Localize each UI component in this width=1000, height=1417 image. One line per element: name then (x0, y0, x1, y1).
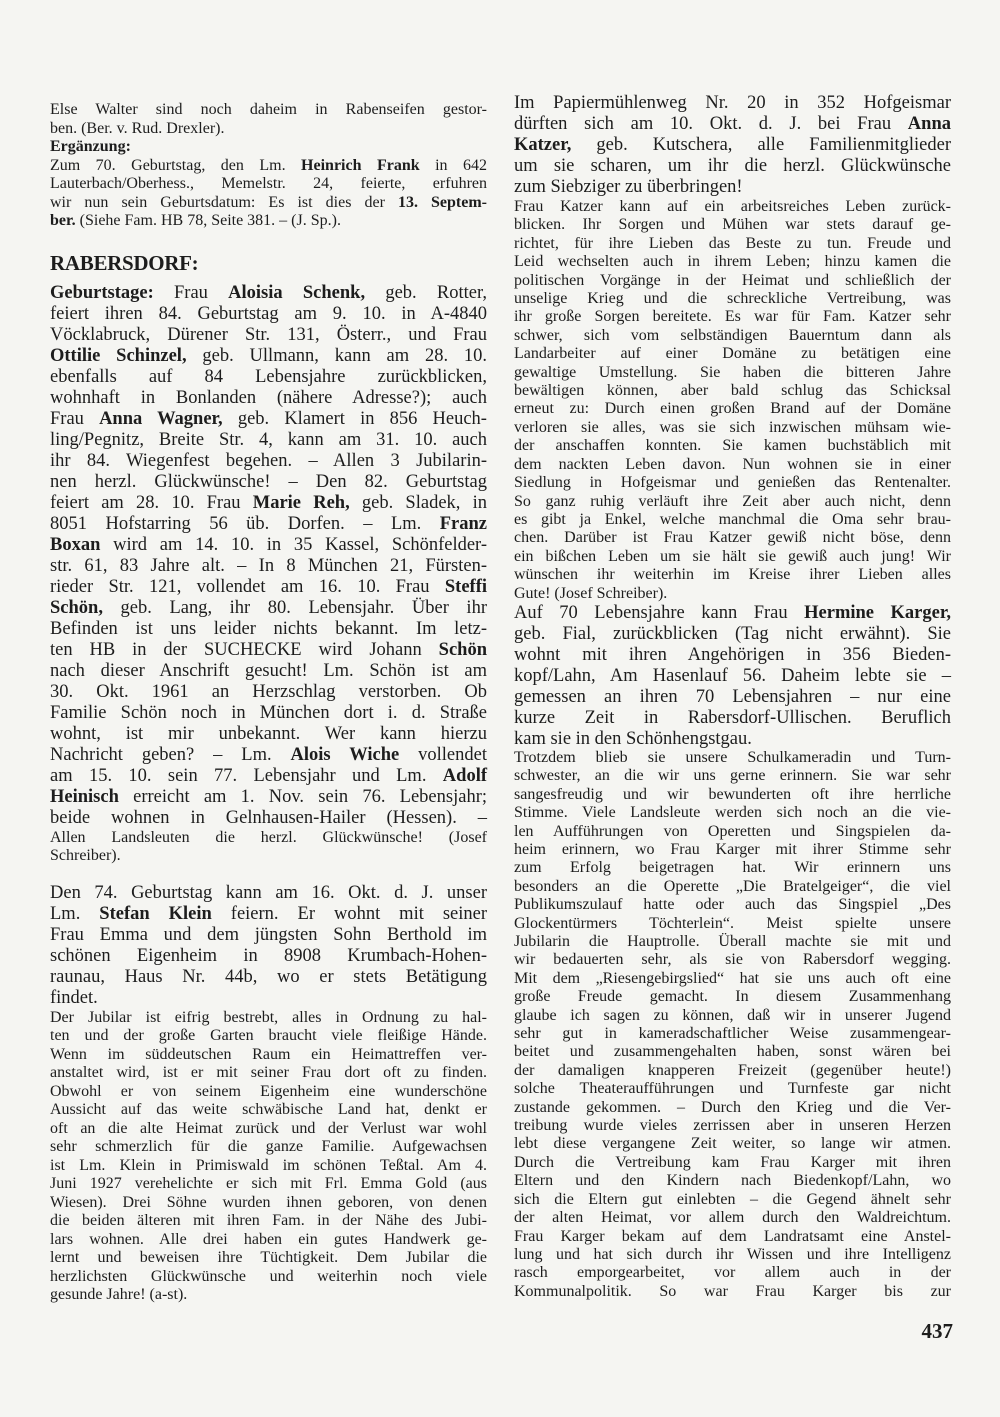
text-run: ein bißchen Leben um sie hält sie gewiß auch jung! Wir (514, 547, 951, 565)
karger-body-paragraph (514, 749, 951, 1301)
text-run: Wenn im süddeutschen Raum ein Heimattreffen ver- (50, 1045, 487, 1063)
text-line (514, 474, 951, 492)
text-line (50, 175, 487, 194)
text-run: wir bedauerten sehr, als sie von Rabersdorf wegging. (514, 951, 951, 969)
text-run: ten und der große Garten braucht viele fleißige Hände. (50, 1027, 487, 1044)
text-line (514, 177, 951, 198)
text-line (50, 138, 487, 157)
text-line (50, 346, 487, 367)
text-run: Obwohl er von seinem Eigenheim eine wunderschöne (50, 1082, 487, 1100)
text-run: kam sie in den Schönhengstgau. (514, 728, 752, 749)
text-line (50, 808, 487, 829)
text-run: solche Theateraufführungen und Turnfeste gar nicht (514, 1080, 951, 1098)
text-line (514, 529, 951, 547)
text-line (50, 157, 487, 176)
text-line (514, 345, 951, 363)
text-line (514, 687, 951, 708)
text-line (50, 212, 487, 231)
text-run: 8051 Hofstarring 56 üb. Dorfen. – Lm. (50, 513, 440, 534)
bold-name: Stefan Klein (99, 903, 212, 924)
text-line (514, 603, 951, 624)
text-run: wird am 14. 10. in 35 Kassel, Schönfelder- (100, 534, 487, 555)
text-line (50, 120, 487, 139)
text-run: es gibt ja Enkel, welche manchmal die Oma sehr brau- (514, 510, 951, 528)
katzer-lead-paragraph (514, 93, 951, 198)
text-line (50, 367, 487, 388)
text-run: wünschen ihr weiterhin im Kreise ihrer Lieben alles (514, 566, 951, 584)
text-line (514, 364, 951, 382)
text-line (50, 883, 487, 904)
text-run: lebt diese vergangene Zeit weiter, so lange wir atmen. (514, 1135, 951, 1153)
text-run: So ganz ruhig verläuft ihre Zeit aber auch nicht, denn (514, 492, 951, 510)
text-run: Gute! (Josef Schreiber). (514, 584, 668, 602)
text-line (514, 1117, 951, 1135)
text-run: Frau (153, 282, 229, 303)
text-line (50, 251, 487, 275)
text-run: der anschaffen konnten. Sie kamen buchstäblich mit (514, 437, 951, 455)
bold-name: 13. Septem- (397, 193, 488, 211)
text-line (514, 548, 951, 566)
text-run: ihr große Sorgen bereitete. Es war für Fam. Katzer sehr (514, 308, 951, 326)
text-run: Stimme. Viele Landsleute werden sich noch an die vie- (514, 804, 951, 822)
text-line (50, 925, 487, 946)
text-run: oft an die alte Heimat zurück und der Verlust war wohl (50, 1119, 487, 1137)
text-run: bewältigen können, aber bald schlug das Schicksal (514, 382, 951, 400)
text-line (50, 325, 487, 346)
bold-name: Schön, (50, 597, 103, 618)
text-line (50, 472, 487, 493)
text-line (514, 1228, 951, 1246)
text-run: glaube ich sagen zu können, daß wir in unserer Jugend (514, 1006, 951, 1024)
text-run: verloren sie alles, was sie sich inzwischen mühsam wie- (514, 418, 951, 436)
text-run: erneut zu: Durch einen großen Brand auf der Domäne (514, 400, 951, 418)
bold-name: Katzer, (514, 135, 572, 155)
text-line (50, 1157, 487, 1176)
bold-name: Marie Reh, (252, 492, 350, 513)
text-line (50, 1175, 487, 1194)
text-run: ihr 84. Wiegenfest begehen. – Allen 3 Jubilarin- (50, 450, 487, 471)
text-line (50, 1286, 487, 1305)
text-run: gewaltige Umstellung. Sie haben die bitteren Jahre (514, 363, 951, 381)
text-line (514, 1043, 951, 1061)
text-line (50, 194, 487, 213)
text-line (50, 640, 487, 661)
text-line (50, 1120, 487, 1139)
text-run: rieder Str. 121, vollendet am 16. 10. Frau (50, 576, 445, 597)
text-line (514, 1172, 951, 1190)
text-run: geb. Sladek, in (349, 492, 487, 513)
text-run: Im Papiermühlenweg Nr. 20 in 352 Hofgeismar (514, 93, 951, 113)
text-run: um sie scharen, um ihr die herzl. Glückwünsche (514, 156, 951, 176)
text-line (514, 624, 951, 645)
bold-name: Aloisia Schenk, (228, 282, 366, 303)
text-run: raunau, Haus Nr. 44b, wo er stets Betätigung (50, 966, 487, 987)
text-line (50, 847, 487, 866)
text-line (514, 841, 951, 859)
text-run: schwer, sich vom selbständigen Bauerntum dann als (514, 326, 951, 344)
text-run: Leid wechselten auch in ihrem Leben; hinzu kamen die (514, 253, 951, 271)
text-line (514, 93, 951, 114)
text-run: lars wohnen. Alle drei haben ein gutes Handwerk ge- (50, 1230, 487, 1248)
bold-name: Boxan (50, 534, 101, 555)
text-run: sich die Eltern gut einlebten – die Gegend ähnelt sehr (514, 1190, 951, 1208)
text-run: 30. Okt. 1961 an Herzschlag verstorben. Ob (50, 681, 487, 702)
text-run: Allen Landsleuten die herzl. Glückwünsche! (Josef (50, 828, 487, 846)
text-line (50, 430, 487, 451)
page-number: 437 (921, 1319, 953, 1343)
text-line (514, 216, 951, 234)
text-line (50, 1231, 487, 1250)
text-line (50, 304, 487, 325)
text-run: dürften sich am 10. Okt. d. J. bei Frau (514, 114, 908, 134)
text-run: sangesfreudig und wir bewunderten oft ihre herrliche (514, 785, 951, 803)
text-run: Frau Karger bekam auf dem Landratsamt eine Anstel- (514, 1227, 951, 1245)
text-run: ten HB in der SUCHECKE wird Johann (50, 639, 439, 660)
text-line (50, 577, 487, 598)
text-run: zustande gekommen. – Durch den Krieg und die Ver- (514, 1098, 951, 1116)
text-run: beitet und zusammengehalten haben, sonst wären bei (514, 1043, 951, 1061)
text-run: geb. Rotter, (365, 282, 488, 303)
text-run: Wiesen). Drei Söhne wurden ihnen geboren, von denen (50, 1193, 487, 1211)
text-line (514, 566, 951, 584)
text-run: dem nackten Leben davon. Nun wohnen sie in einer (514, 455, 951, 473)
text-run: geb. Klamert in 856 Heuch- (222, 408, 487, 429)
text-run: kurze Zeit in Rabersdorf-Ullischen. Beruflich (514, 707, 951, 728)
text-line (50, 409, 487, 430)
text-run: Kommunalpolitik. So war Frau Karger bis zur (514, 1282, 951, 1300)
text-run: Der Jubilar ist eifrig bestrebt, alles in Ordnung zu hal- (50, 1008, 487, 1026)
text-line (50, 619, 487, 640)
text-line (514, 767, 951, 785)
text-run: geb. Fial, zurückblicken (Tag nicht erwähnt). Sie (514, 623, 951, 644)
text-run: Nachricht geben? – Lm. (50, 744, 291, 765)
text-line (514, 382, 951, 400)
text-run: Vöcklabruck, Dürener Str. 131, Österr., und Frau (50, 324, 487, 345)
text-run: wir nun sein Geburtsdatum: Es ist dies der (50, 193, 398, 211)
supplement-label (50, 138, 487, 157)
text-line (514, 198, 951, 216)
text-run: chen. Darüber ist Frau Katzer gewiß nicht böse, denn (514, 529, 951, 547)
text-run: Publikumszulauf hatte oder auch das Singspiel „Des (514, 896, 951, 914)
text-run: Auf 70 Lebensjahre kann Frau (514, 602, 805, 623)
text-run: feiert ihren 84. Geburtstag am 9. 10. in A-4840 (50, 303, 487, 324)
text-run: Zum 70. Geburtstag, den Lm. (50, 156, 302, 174)
text-line (50, 598, 487, 619)
text-run: feiern. Er wohnt mit seiner (211, 903, 488, 924)
text-run: str. 61, 83 Jahre alt. – In 8 München 21, Fürsten- (50, 555, 487, 576)
text-line (50, 1249, 487, 1268)
text-line (514, 896, 951, 914)
text-line (514, 400, 951, 418)
text-line (50, 535, 487, 556)
text-line (50, 451, 487, 472)
text-run: rasch emporgearbeitet, vor allem auch in der (514, 1264, 951, 1282)
text-run: Durch die Vertreibung kam Frau Karger mit ihren (514, 1153, 951, 1171)
right-column (514, 93, 951, 1301)
text-run: vollendet (399, 744, 487, 765)
text-line (514, 804, 951, 822)
text-line (514, 1007, 951, 1025)
birthdays-closing (50, 829, 487, 866)
birthdays-paragraph (50, 283, 487, 829)
text-line (50, 1064, 487, 1083)
text-line (50, 493, 487, 514)
text-line (50, 514, 487, 535)
bold-name: ber. (50, 212, 76, 229)
text-run: politischen Vorgänge in der Heimat und schließlich der (514, 271, 951, 289)
text-line (514, 156, 951, 177)
text-line (50, 967, 487, 988)
text-line (514, 1154, 951, 1172)
text-run: schönen Eigenheim in 8908 Krumbach-Hohen- (50, 945, 487, 966)
text-line (514, 327, 951, 345)
text-run: Frau Emma und dem jüngsten Sohn Berthold im (50, 924, 487, 945)
text-line (514, 933, 951, 951)
klein-lead-paragraph (50, 883, 487, 1009)
text-line (50, 388, 487, 409)
text-run: geb. Lang, ihr 80. Lebensjahr. Über ihr (102, 597, 487, 618)
text-line (514, 308, 951, 326)
text-run: Lm. (50, 903, 100, 924)
bold-name: Alois Wiche (290, 744, 400, 765)
bold-name: Adolf (442, 765, 487, 786)
text-run: Lauterbach/Oberhess., Memelstr. 24, feierte, erfuhren (50, 175, 487, 192)
text-run: (Siehe Fam. HB 78, Seite 381. – (J. Sp.). (75, 212, 341, 229)
text-line (514, 786, 951, 804)
text-line (514, 666, 951, 687)
text-run: Schreiber). (50, 847, 121, 864)
text-run: Den 74. Geburtstag kann am 16. Okt. d. J. unser (50, 882, 487, 903)
katzer-body-paragraph (514, 198, 951, 603)
text-run: richtet, für ihre Lieben das Beste zu tun. Freude und (514, 234, 951, 252)
text-run: Landarbeiter auf einer Domäne zu betätigen eine (514, 345, 951, 363)
text-run: treibung wurde vieles zerrissen aber in unseren Herzen (514, 1117, 951, 1135)
text-run: nen herzl. Glückwünsche! – Den 82. Geburtstag (50, 471, 487, 492)
text-run: Familie Schön noch in München dort i. d. Straße (50, 702, 487, 723)
text-line (514, 585, 951, 603)
text-line (514, 1246, 951, 1264)
text-run: ling/Pegnitz, Breite Str. 4, kann am 31. 10. auch (50, 429, 487, 450)
text-run: schwester, an die wir uns gerne erinnern. Sie war sehr (514, 767, 951, 785)
text-run: beide wohnen in Gelnhausen-Hailer (Hessen). – (50, 807, 487, 828)
text-run: die beiden älteren mit ihren Fam. in der Nähe des Jubi- (50, 1212, 487, 1229)
text-run: lernt und beweisen ihre Tüchtigkeit. Dem Jubilar die (50, 1249, 487, 1266)
bold-name: Franz (439, 513, 487, 534)
text-line (514, 511, 951, 529)
text-line (514, 749, 951, 767)
text-line (50, 724, 487, 745)
text-line (514, 456, 951, 474)
text-run: besonders an die Operette „Die Bratelgeiger“, die viel (514, 877, 951, 895)
text-line (514, 253, 951, 271)
text-run: heim erinnern, wo Frau Karger mit ihrer Stimme sehr (514, 840, 951, 858)
text-line (514, 878, 951, 896)
text-line (514, 645, 951, 666)
text-line (514, 951, 951, 969)
text-line (50, 745, 487, 766)
text-line (50, 661, 487, 682)
text-run: anstaltet wird, ist er mit seiner Frau dort oft zu finden. (50, 1064, 487, 1081)
text-line (514, 988, 951, 1006)
bold-name: Steffi (444, 576, 487, 597)
bold-name: Geburtstage: (50, 282, 154, 303)
karger-lead-paragraph (514, 603, 951, 750)
text-run: wohnhaft in Bonlanden (nähere Adresse?); auch (50, 387, 487, 408)
text-line (50, 703, 487, 724)
text-line (514, 114, 951, 135)
text-line (50, 1138, 487, 1157)
text-run: Mit dem „Riesengebirgslied“ hat sie uns auch oft eine (514, 969, 951, 987)
text-run: Jubilarin die Hauptrolle. Überall machte sie mit und (514, 933, 951, 950)
left-column (50, 101, 487, 1305)
text-line (514, 290, 951, 308)
text-line (514, 235, 951, 253)
text-run: ebenfalls auf 84 Lebensjahre zurückblicken, (50, 366, 487, 387)
text-run: wohnt mit ihren Angehörigen in 356 Bieden- (514, 644, 951, 665)
text-line (50, 682, 487, 703)
text-run: sehr gut in kameradschaftlicher Weise zusammengear- (514, 1025, 951, 1043)
text-line (50, 1046, 487, 1065)
intro-paragraph (50, 101, 487, 138)
text-line (514, 970, 951, 988)
text-run: gemessen an ihren 70 Lebensjahren – nur eine (514, 686, 951, 707)
text-line (50, 101, 487, 120)
text-run: erreicht am 1. Nov. sein 76. Lebensjahr; (118, 786, 487, 807)
text-run: in 642 (419, 156, 487, 174)
text-line (50, 904, 487, 925)
text-line (514, 859, 951, 877)
text-line (514, 1135, 951, 1153)
text-run: Frau (50, 408, 100, 429)
text-run: RABERSDORF: (50, 250, 199, 275)
text-line (50, 787, 487, 808)
text-run: Frau Katzer kann auf ein arbeitsreiches Leben zurück- (514, 198, 951, 215)
text-line (514, 437, 951, 455)
text-line (50, 283, 487, 304)
bold-name: Anna Wagner, (99, 408, 223, 429)
text-run: lung und hat sich durch ihr Wissen und ihre Intelligenz (514, 1245, 951, 1263)
text-run: Siedlung in Hofgeismar und genießen das Rentenalter. (514, 474, 951, 492)
text-line (50, 1101, 487, 1120)
text-line (514, 1025, 951, 1043)
text-line (514, 1209, 951, 1227)
text-line (514, 1283, 951, 1301)
bold-name: Ottilie Schinzel, (50, 345, 187, 366)
text-run: herzlichsten Glückwünsche und weiterhin noch viele (50, 1267, 487, 1285)
text-run: ben. (Ber. v. Rud. Drexler). (50, 119, 225, 137)
text-run: am 15. 10. sein 77. Lebensjahr und Lm. (50, 765, 443, 786)
text-run: nach dieser Anschrift gesucht! Lm. Schön ist am (50, 660, 487, 681)
text-run: sehr schmerzlich für die ganze Familie. Aufgewachsen (50, 1138, 487, 1155)
text-line (514, 1264, 951, 1282)
text-run: Glockentürmers Töchterlein“. Meist spielte unsere (514, 914, 951, 932)
text-run: unselige Krieg und die schreckliche Vertreibung, was (514, 290, 951, 308)
text-line (50, 1194, 487, 1213)
text-run: gesunde Jahre! (a-st). (50, 1286, 188, 1303)
text-line (50, 1083, 487, 1102)
text-run: Befinden ist uns leider nichts bekannt. Im letz- (50, 618, 487, 639)
bold-name: Schön (438, 639, 487, 660)
bold-name: Ergänzung: (50, 138, 131, 155)
text-run: geb. Ullmann, kann am 28. 10. (186, 345, 488, 366)
text-run: Aussicht auf das weite schwäbische Land hat, denkt er (50, 1101, 487, 1118)
text-line (514, 1191, 951, 1209)
text-run: der damaligen knapperen Freizeit (gegenüber heute!) (514, 1061, 951, 1079)
bold-name: Heinrich Frank (301, 156, 420, 174)
text-line (50, 946, 487, 967)
text-run: Trotzdem blieb sie unsere Schulkameradin und Turn- (514, 748, 951, 766)
supplement-paragraph (50, 157, 487, 231)
text-line (514, 729, 951, 750)
text-line (50, 1009, 487, 1028)
bold-name: Anna (907, 114, 951, 134)
text-line (514, 915, 951, 933)
text-line (50, 829, 487, 848)
klein-body-paragraph (50, 1009, 487, 1305)
text-line (50, 1268, 487, 1287)
text-line (514, 419, 951, 437)
text-line (50, 1212, 487, 1231)
text-run: kopf/Lahn, Am Hasenlauf 56. Daheim lebte sie – (514, 665, 951, 686)
text-line (514, 708, 951, 729)
text-line (50, 766, 487, 787)
text-line (50, 556, 487, 577)
text-run: feiert am 28. 10. Frau (50, 492, 253, 513)
text-run: blicken. Ihr Sorgen und Mühen war stets darauf ge- (514, 216, 951, 234)
text-line (514, 1062, 951, 1080)
section-heading (50, 251, 487, 275)
text-line (514, 135, 951, 156)
bold-name: Heinisch (50, 786, 119, 807)
text-line (514, 1099, 951, 1117)
text-line (50, 988, 487, 1009)
text-line (514, 493, 951, 511)
text-run: der alten Heimat, vor allem durch den Waldreichtum. (514, 1209, 951, 1227)
text-run: zum Erfolg beigetragen hat. Wir erinnern uns (514, 859, 951, 877)
text-run: ist Lm. Klein in Primiswald im schönen Teßtal. Am 4. (50, 1156, 487, 1174)
text-run: Else Walter sind noch daheim in Rabenseifen gestor- (50, 101, 487, 118)
text-run: findet. (50, 987, 98, 1008)
text-run: len Aufführungen von Operetten und Singspielen da- (514, 822, 951, 840)
text-run: zum Siebziger zu überbringen! (514, 177, 743, 197)
text-run: Eltern und den Kindern nach Biedenkopf/Lahn, wo (514, 1172, 951, 1190)
text-line (514, 1080, 951, 1098)
text-line (50, 1027, 487, 1046)
text-line (514, 823, 951, 841)
text-run: große Freude gemacht. In diesem Zusammenhang (514, 988, 951, 1006)
text-line (514, 272, 951, 290)
bold-name: Hermine Karger, (804, 602, 951, 623)
text-run: Juni 1927 verehelichte er sich mit Frl. Emma Gold (aus (50, 1175, 487, 1192)
text-run: wohnt, ist mir unbekannt. Wer kann hierzu (50, 723, 487, 744)
text-run: geb. Kutschera, alle Familienmitglieder (571, 135, 951, 155)
